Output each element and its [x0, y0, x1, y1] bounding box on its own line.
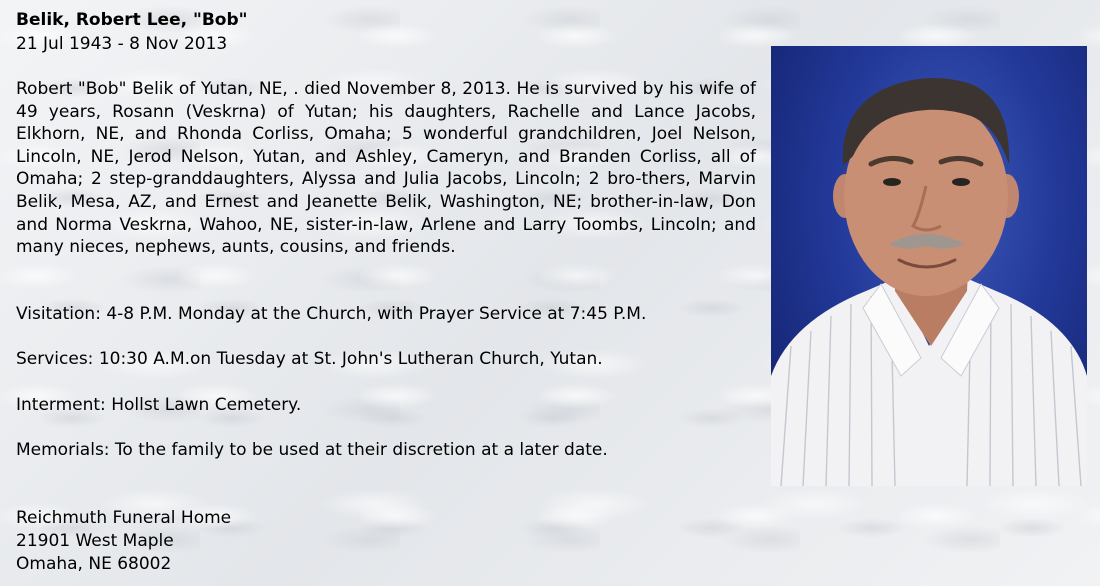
memorials-info: Memorials: To the family to be used at their discretion at a later date.: [16, 440, 608, 460]
interment-info: Interment: Hollst Lawn Cemetery.: [16, 395, 302, 415]
life-dates: 21 Jul 1943 - 8 Nov 2013: [16, 34, 228, 54]
funeral-home-city: Omaha, NE 68002: [16, 554, 172, 574]
obituary-text: Robert "Bob" Belik of Yutan, NE, . died November 8, 2013. He is survived by his wife of 49 years, Rosann (Veskrna) of Yutan; his daughters, Rachelle and Lance Jacobs, Elkhorn, NE, and Rhonda Corliss, Omaha; 5 wonderful grandchildren, Joel Nelson, Lincoln, NE, Jerod Nelson, Yutan, and Ashley, Cameryn, and Branden Corliss, all of Omaha; 2 step-granddaughters, Alyssa and Julia Jacobs, Lincoln; 2 bro-thers, Marvin Belik, Mesa, AZ, and Ernest and Jeanette Belik, Washington, NE; brother-in-law, Don and Norma Veskrna, Wahoo, NE, sister-in-law, Arlene and Larry Toombs, Lincoln; and many nieces, nephews, aunts, cousins, and friends.: [16, 79, 756, 258]
funeral-home-street: 21901 West Maple: [16, 531, 174, 551]
portrait-photo: [771, 46, 1087, 486]
deceased-name: Belik, Robert Lee, "Bob": [16, 10, 248, 30]
services-info: Services: 10:30 A.M.on Tuesday at St. John's Lutheran Church, Yutan.: [16, 349, 603, 369]
visitation-info: Visitation: 4-8 P.M. Monday at the Church, with Prayer Service at 7:45 P.M.: [16, 304, 647, 324]
portrait-illustration: [771, 46, 1087, 486]
funeral-home-name: Reichmuth Funeral Home: [16, 508, 232, 528]
